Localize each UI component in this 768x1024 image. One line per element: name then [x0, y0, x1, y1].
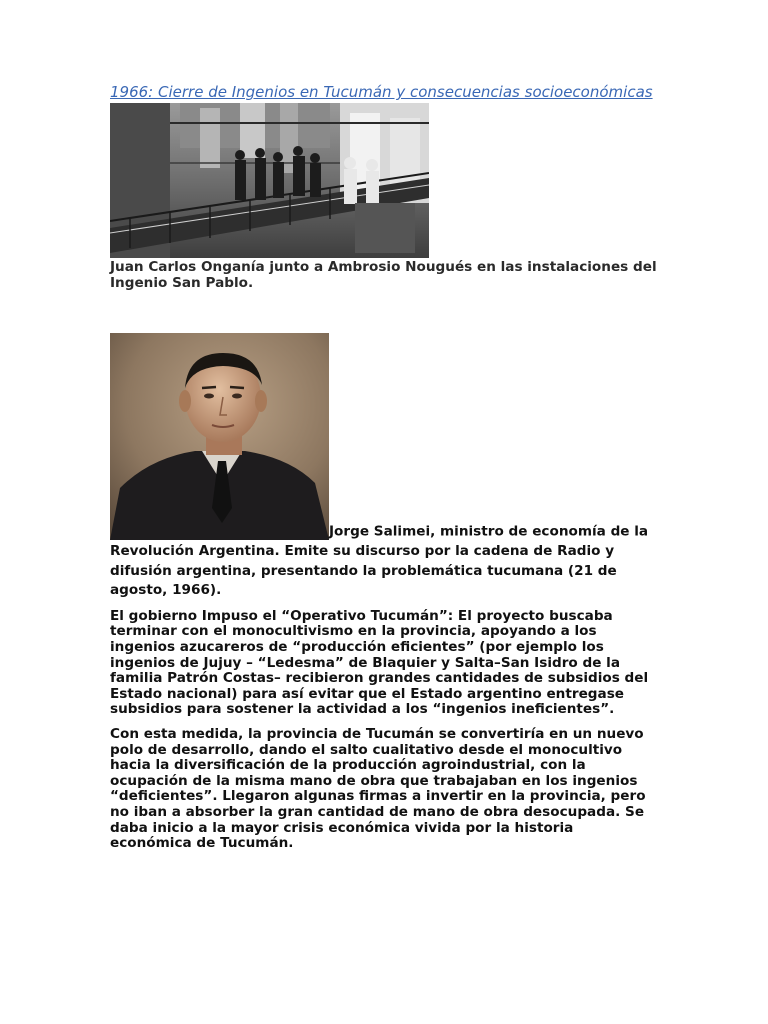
title-link[interactable]: 1966: Cierre de Ingenios en Tucumán y consecuencias socioeconómicas: [110, 83, 653, 101]
document-body: [110, 84, 658, 852]
portrait-block: [110, 333, 658, 599]
photo1-caption: Juan Carlos Onganía junto a Ambrosio Nougués en las instalaciones del Ingenio San Pablo.: [110, 259, 657, 291]
photo2-caption: Jorge Salimei, ministro de economía de la Revolución Argentina. Emite su discurso por la cadena de Radio y difusión argentina, presentando la problemática tucumana (21 de agosto, 1966).: [110, 523, 649, 599]
factory-visit-photo: [110, 103, 429, 258]
paragraph-operativo: El gobierno Impuso el “Operativo Tucumán”: El proyecto buscaba terminar con el monocultivismo en la provincia, apoyando a los ingenios azucareros de “producción eficientes” (por ejemplo los ingenios de Jujuy – “Ledesma” de Blaquier y Salta–San Isidro de la familia Patrón Costas– recibieron grandes cantidades de subsidios del Estado nacional) para así evitar que el Estado argentino entregase subsidios para sostener la actividad a los “ingenios ineficientes”.: [110, 607, 649, 718]
paragraph-consecuencias: Con esta medida, la provincia de Tucumán se convertiría en un nuevo polo de desarrollo, dando el salto cualitativo desde el monocultivo hacia la diversificación de la producción agroindustrial, con la ocupación de la misma mano de obra que trabajaban en los ingenios “deficientes”. Llegaron algunas firmas a invertir en la provincia, pero no iban a absorber la gran cantidad de mano de obra desocupada. Se daba inicio a la mayor crisis económica vivida por la historia económica de Tucumán.: [110, 725, 646, 852]
portrait-photo: [110, 333, 329, 540]
